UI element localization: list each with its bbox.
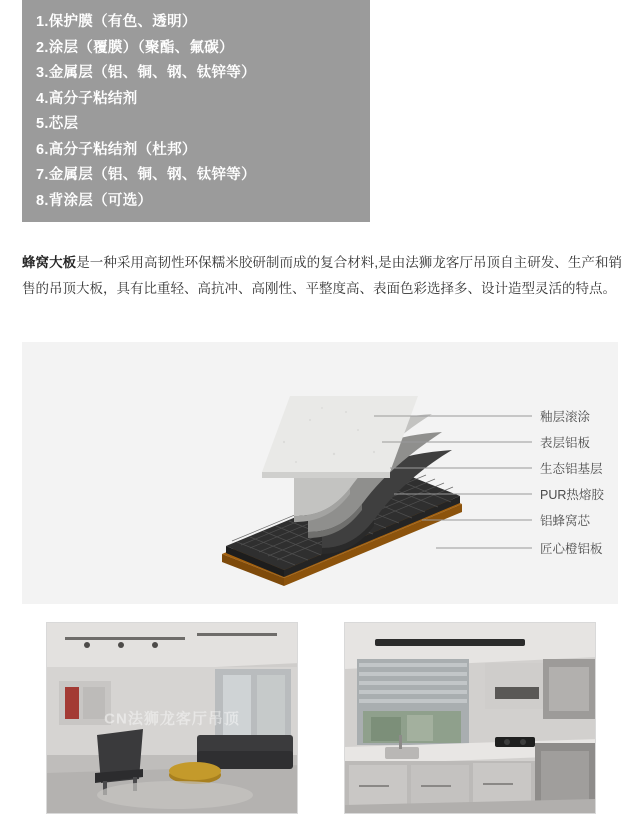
kitchen-photo[interactable] bbox=[344, 622, 596, 814]
layer-legend-panel bbox=[22, 0, 370, 222]
legend-item: 2.涂层（覆膜）（聚酯、氟碳） bbox=[36, 39, 234, 56]
description-body: 是一种采用高韧性环保糯米胶研制而成的复合材料,是由法狮龙客厅吊顶自主研发、生产和销售的吊顶大板，具有比重轻、高抗冲、高刚性、平整度高、表面色彩选择多、设计造型灵活的特点。 bbox=[22, 255, 623, 296]
callout-label: 釉层滚涂 bbox=[540, 410, 591, 424]
living-room-photo[interactable] bbox=[46, 622, 298, 814]
product-description bbox=[22, 250, 622, 302]
callout-label: 生态铝基层 bbox=[540, 462, 603, 476]
legend-item: 4.高分子粘结剂 bbox=[36, 90, 138, 107]
structure-diagram bbox=[22, 342, 618, 604]
photo-watermark: CN法狮龙客厅吊顶 bbox=[104, 710, 240, 728]
callout-label: 匠心橙铝板 bbox=[540, 542, 603, 556]
kitchen-illustration bbox=[345, 623, 596, 814]
living-room-illustration bbox=[47, 623, 298, 814]
legend-item: 6.高分子粘结剂（杜邦） bbox=[36, 141, 197, 158]
legend-item: 8.背涂层（可选） bbox=[36, 192, 153, 209]
callout-label: 表层铝板 bbox=[540, 436, 591, 450]
photo-gallery bbox=[46, 622, 602, 814]
legend-item: 1.保护膜（有色、透明） bbox=[36, 14, 197, 30]
callout-label: 铝蜂窝芯 bbox=[540, 514, 591, 528]
callout-label: PUR热熔胶 bbox=[540, 488, 604, 502]
legend-item: 5.芯层 bbox=[36, 116, 79, 132]
product-name: 蜂窝大板 bbox=[22, 255, 77, 270]
exploded-structure-figure bbox=[22, 342, 618, 604]
legend-item: 7.金属层（铝、铜、钢、钛锌等） bbox=[36, 167, 256, 183]
legend-item: 3.金属层（铝、铜、钢、钛锌等） bbox=[36, 65, 256, 81]
